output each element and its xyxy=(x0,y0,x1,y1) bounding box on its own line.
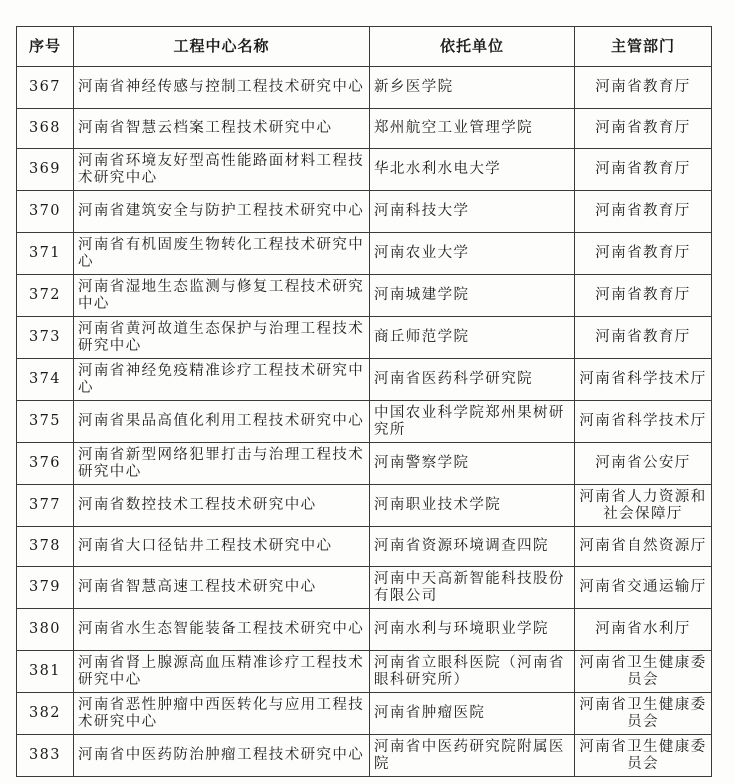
row-center-name: 河南省数控技术工程技术研究中心 xyxy=(74,485,370,527)
row-supervising-dept: 河南省教育厅 xyxy=(575,233,712,275)
table-header-row xyxy=(17,27,712,67)
row-seq: 378 xyxy=(17,527,74,567)
row-seq: 370 xyxy=(17,191,74,233)
row-center-name: 河南省智慧云档案工程技术研究中心 xyxy=(74,109,370,149)
row-host-unit: 河南省中医药研究院附属医院 xyxy=(370,735,575,777)
table-row xyxy=(17,485,712,527)
row-seq: 374 xyxy=(17,359,74,401)
row-seq: 376 xyxy=(17,443,74,485)
row-center-name: 河南省水生态智能装备工程技术研究中心 xyxy=(74,609,370,651)
row-seq: 382 xyxy=(17,693,74,735)
row-supervising-dept: 河南省教育厅 xyxy=(575,275,712,317)
engineering-center-table xyxy=(16,26,712,777)
row-seq: 381 xyxy=(17,651,74,693)
row-host-unit: 河南城建学院 xyxy=(370,275,575,317)
row-seq: 379 xyxy=(17,567,74,609)
row-host-unit: 河南省医药科学研究院 xyxy=(370,359,575,401)
table-row xyxy=(17,735,712,777)
table-row xyxy=(17,67,712,109)
row-center-name: 河南省黄河故道生态保护与治理工程技术研究中心 xyxy=(74,317,370,359)
row-host-unit: 华北水利水电大学 xyxy=(370,149,575,191)
row-supervising-dept: 河南省教育厅 xyxy=(575,67,712,109)
row-seq: 369 xyxy=(17,149,74,191)
table-row xyxy=(17,567,712,609)
row-seq: 377 xyxy=(17,485,74,527)
table-row xyxy=(17,233,712,275)
row-host-unit: 郑州航空工业管理学院 xyxy=(370,109,575,149)
row-host-unit: 河南科技大学 xyxy=(370,191,575,233)
row-center-name: 河南省智慧高速工程技术研究中心 xyxy=(74,567,370,609)
header-supervising-dept: 主管部门 xyxy=(575,27,712,67)
row-supervising-dept: 河南省卫生健康委员会 xyxy=(575,735,712,777)
row-center-name: 河南省恶性肿瘤中西医转化与应用工程技术研究中心 xyxy=(74,693,370,735)
header-host-unit: 依托单位 xyxy=(370,27,575,67)
header-seq: 序号 xyxy=(17,27,74,67)
table-row xyxy=(17,317,712,359)
row-supervising-dept: 河南省教育厅 xyxy=(575,191,712,233)
row-host-unit: 中国农业科学院郑州果树研究所 xyxy=(370,401,575,443)
row-center-name: 河南省新型网络犯罪打击与治理工程技术研究中心 xyxy=(74,443,370,485)
row-center-name: 河南省大口径钻井工程技术研究中心 xyxy=(74,527,370,567)
row-seq: 372 xyxy=(17,275,74,317)
row-supervising-dept: 河南省教育厅 xyxy=(575,109,712,149)
row-supervising-dept: 河南省卫生健康委员会 xyxy=(575,651,712,693)
row-center-name: 河南省中医药防治肿瘤工程技术研究中心 xyxy=(74,735,370,777)
row-center-name: 河南省湿地生态监测与修复工程技术研究中心 xyxy=(74,275,370,317)
row-center-name: 河南省肾上腺源高血压精准诊疗工程技术研究中心 xyxy=(74,651,370,693)
table-row xyxy=(17,275,712,317)
row-seq: 373 xyxy=(17,317,74,359)
table-row xyxy=(17,359,712,401)
row-host-unit: 河南水利与环境职业学院 xyxy=(370,609,575,651)
row-center-name: 河南省有机固废生物转化工程技术研究中心 xyxy=(74,233,370,275)
row-supervising-dept: 河南省人力资源和社会保障厅 xyxy=(575,485,712,527)
table-row xyxy=(17,527,712,567)
row-center-name: 河南省建筑安全与防护工程技术研究中心 xyxy=(74,191,370,233)
row-host-unit: 河南省肿瘤医院 xyxy=(370,693,575,735)
row-supervising-dept: 河南省自然资源厅 xyxy=(575,527,712,567)
row-supervising-dept: 河南省教育厅 xyxy=(575,317,712,359)
row-seq: 368 xyxy=(17,109,74,149)
row-seq: 375 xyxy=(17,401,74,443)
row-supervising-dept: 河南省科学技术厅 xyxy=(575,401,712,443)
row-host-unit: 河南省立眼科医院（河南省眼科研究所） xyxy=(370,651,575,693)
row-seq: 383 xyxy=(17,735,74,777)
row-center-name: 河南省果品高值化利用工程技术研究中心 xyxy=(74,401,370,443)
row-host-unit: 河南职业技术学院 xyxy=(370,485,575,527)
row-supervising-dept: 河南省公安厅 xyxy=(575,443,712,485)
row-seq: 371 xyxy=(17,233,74,275)
row-supervising-dept: 河南省交通运输厅 xyxy=(575,567,712,609)
table-row xyxy=(17,109,712,149)
table-row xyxy=(17,149,712,191)
row-center-name: 河南省神经传感与控制工程技术研究中心 xyxy=(74,67,370,109)
row-host-unit: 河南警察学院 xyxy=(370,443,575,485)
row-center-name: 河南省环境友好型高性能路面材料工程技术研究中心 xyxy=(74,149,370,191)
row-host-unit: 河南省资源环境调查四院 xyxy=(370,527,575,567)
row-host-unit: 商丘师范学院 xyxy=(370,317,575,359)
row-host-unit: 河南农业大学 xyxy=(370,233,575,275)
table-row xyxy=(17,651,712,693)
row-seq: 380 xyxy=(17,609,74,651)
table-row xyxy=(17,191,712,233)
row-host-unit: 河南中天高新智能科技股份有限公司 xyxy=(370,567,575,609)
row-supervising-dept: 河南省科学技术厅 xyxy=(575,359,712,401)
row-supervising-dept: 河南省卫生健康委员会 xyxy=(575,693,712,735)
header-center-name: 工程中心名称 xyxy=(74,27,370,67)
row-center-name: 河南省神经免疫精准诊疗工程技术研究中心 xyxy=(74,359,370,401)
table-row xyxy=(17,443,712,485)
table-row xyxy=(17,609,712,651)
row-supervising-dept: 河南省水利厅 xyxy=(575,609,712,651)
table-row xyxy=(17,401,712,443)
row-seq: 367 xyxy=(17,67,74,109)
row-supervising-dept: 河南省教育厅 xyxy=(575,149,712,191)
row-host-unit: 新乡医学院 xyxy=(370,67,575,109)
table-row xyxy=(17,693,712,735)
